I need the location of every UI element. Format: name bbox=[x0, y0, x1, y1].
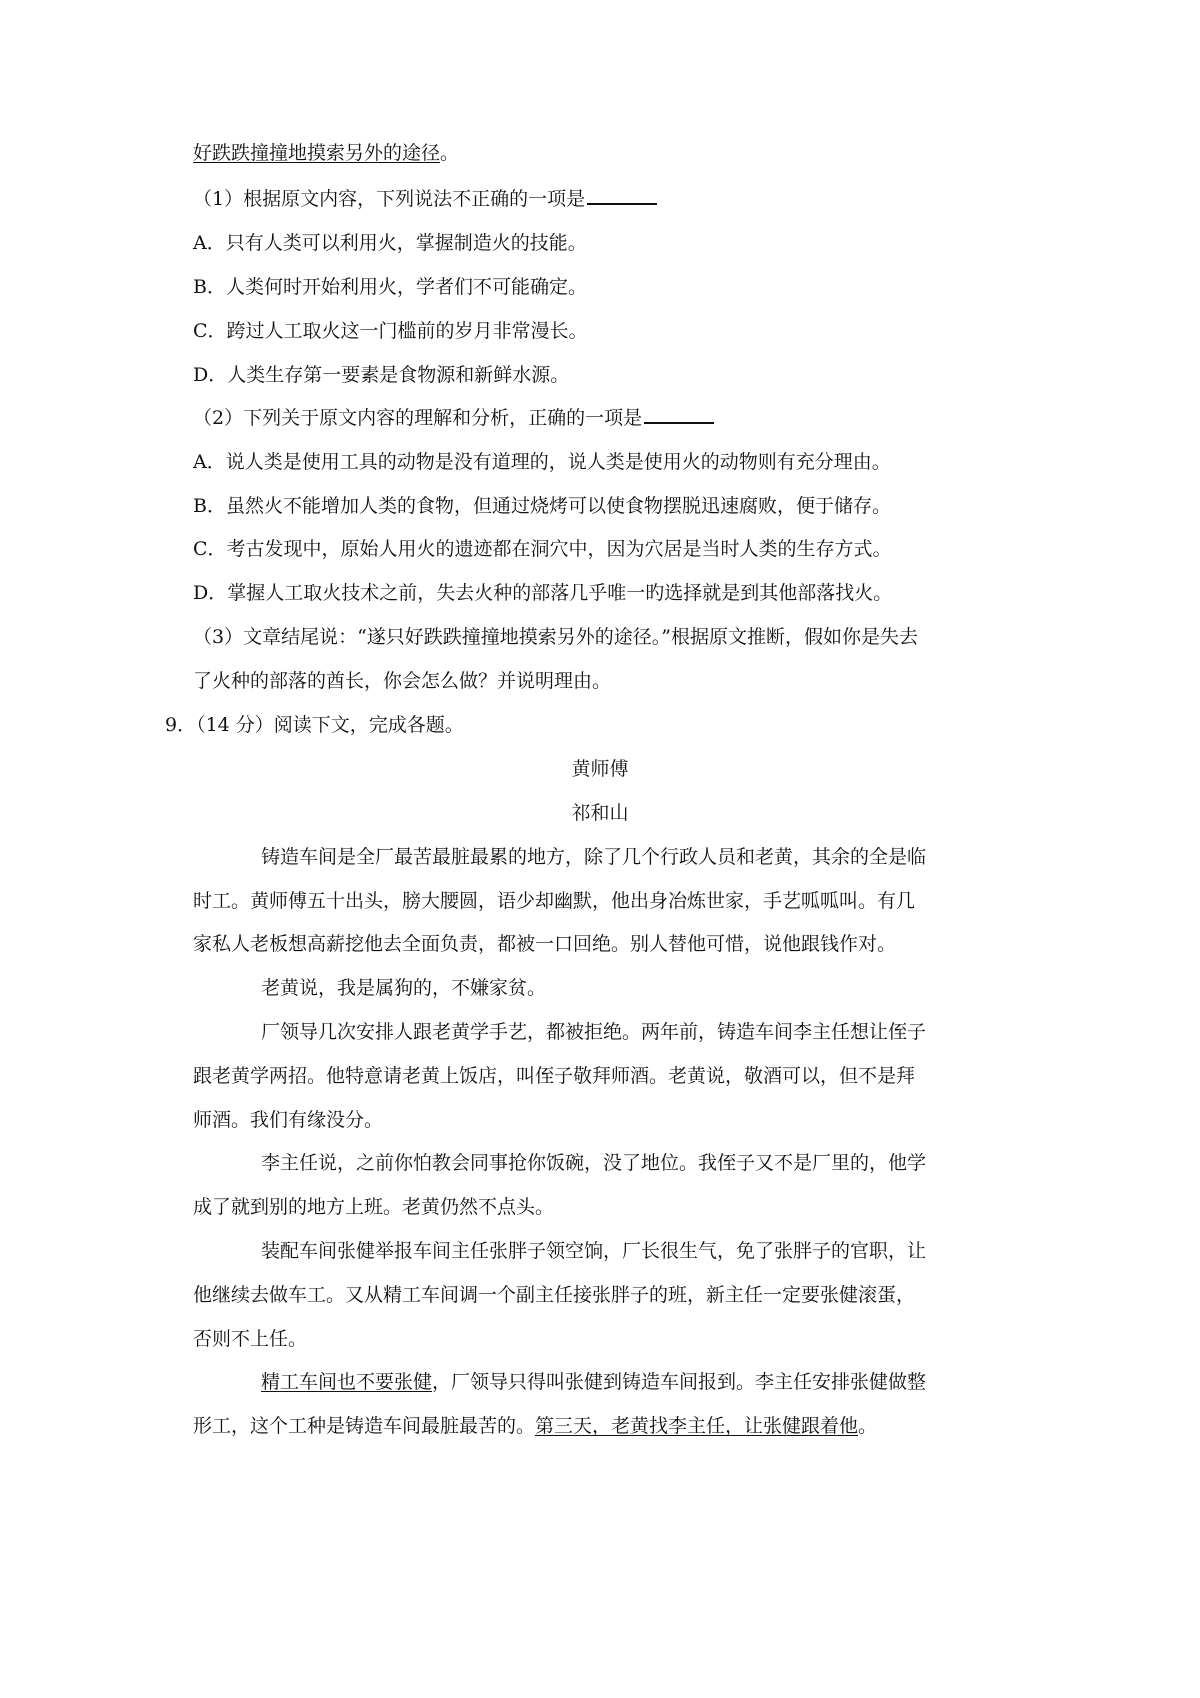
underlined-text: 第三天，老黄找李主任，让张健跟着他 bbox=[535, 1415, 859, 1437]
paragraph-line: 时工。黄师傅五十出头，膀大腰圆，语少却幽默，他出身冶炼世家，手艺呱呱叫。有几 bbox=[193, 890, 916, 912]
paragraph-line: 铸造车间是全厂最苦最脏最累的地方，除了几个行政人员和老黄，其余的全是临 bbox=[261, 846, 927, 868]
paragraph-line: 装配车间张健举报车间主任张胖子领空饷，厂长很生气，免了张胖子的官职，让 bbox=[261, 1240, 927, 1262]
paragraph-line: 精工车间也不要张健，厂领导只得叫张健到铸造车间报到。李主任安排张健做整 bbox=[261, 1371, 927, 1393]
underlined-text: 精工车间也不要张健 bbox=[261, 1371, 433, 1393]
text-line: 好跌跌撞撞地摸索另外的途径。 bbox=[193, 142, 460, 164]
option-1c: C．跨过人工取火这一门槛前的岁月非常漫长。 bbox=[193, 320, 588, 342]
option-1d: D．人类生存第一要素是食物源和新鲜水源。 bbox=[193, 364, 570, 386]
option-2b: B．虽然火不能增加人类的食物，但通过烧烤可以使食物摆脱迅速腐败，便于储存。 bbox=[193, 495, 891, 517]
paragraph-line: 厂领导几次安排人跟老黄学手艺，都被拒绝。两年前，铸造车间李主任想让侄子 bbox=[261, 1021, 927, 1043]
option-2d: D．掌握人工取火技术之前，失去火种的部落几乎唯一旳选择就是到其他部落找火。 bbox=[193, 582, 893, 604]
paragraph-line: 老黄说，我是属狗的，不嫌家贫。 bbox=[261, 977, 547, 999]
answer-blank bbox=[644, 406, 714, 424]
question-2: （2）下列关于原文内容的理解和分析，正确的一项是 bbox=[193, 406, 714, 430]
option-1b: B．人类何时开始利用火，学者们不可能确定。 bbox=[193, 276, 587, 298]
paragraph-line: 他继续去做车工。又从精工车间调一个副主任接张胖子的班，新主任一定要张健滚蛋， bbox=[193, 1284, 916, 1306]
article-author: 祁和山 bbox=[571, 802, 629, 824]
question-1: （1）根据原文内容，下列说法不正确的一项是 bbox=[193, 187, 657, 211]
question-3-line-2: 了火种的部落的酋长，你会怎么做？并说明理由。 bbox=[193, 670, 612, 692]
question-3-line-1: （3）文章结尾说：“遂只好跌跌撞撞地摸索另外的途径。”根据原文推断，假如你是失去 bbox=[193, 626, 919, 648]
paragraph-line: 李主任说，之前你怕教会同事抢你饭碗，没了地位。我侄子又不是厂里的，他学 bbox=[261, 1152, 927, 1174]
paragraph-line: 跟老黄学两招。他特意请老黄上饭店，叫侄子敬拜师酒。老黄说，敬酒可以，但不是拜 bbox=[193, 1065, 916, 1087]
article-title: 黄师傅 bbox=[571, 758, 629, 780]
answer-blank bbox=[587, 187, 657, 205]
option-2c: C．考古发现中，原始人用火的遗迹都在洞穴中，因为穴居是当时人类的生存方式。 bbox=[193, 538, 892, 560]
paragraph-line: 师酒。我们有缘没分。 bbox=[193, 1109, 384, 1131]
paragraph-line: 形工，这个工种是铸造车间最脏最苦的。第三天，老黄找李主任，让张健跟着他。 bbox=[193, 1415, 878, 1437]
underlined-text: 好跌跌撞撞地摸索另外的途径 bbox=[193, 142, 441, 164]
option-2a: A．说人类是使用工具的动物是没有道理的，说人类是使用火的动物则有充分理由。 bbox=[193, 451, 891, 473]
question-9: 9．（14 分）阅读下文，完成各题。 bbox=[165, 714, 464, 736]
paragraph-line: 成了就到别的地方上班。老黄仍然不点头。 bbox=[193, 1196, 555, 1218]
paragraph-line: 否则不上任。 bbox=[193, 1328, 308, 1350]
paragraph-line: 家私人老板想高薪挖他去全面负责，都被一口回绝。别人替他可惜，说他跟钱作对。 bbox=[193, 933, 897, 955]
option-1a: A．只有人类可以利用火，掌握制造火的技能。 bbox=[193, 232, 587, 254]
